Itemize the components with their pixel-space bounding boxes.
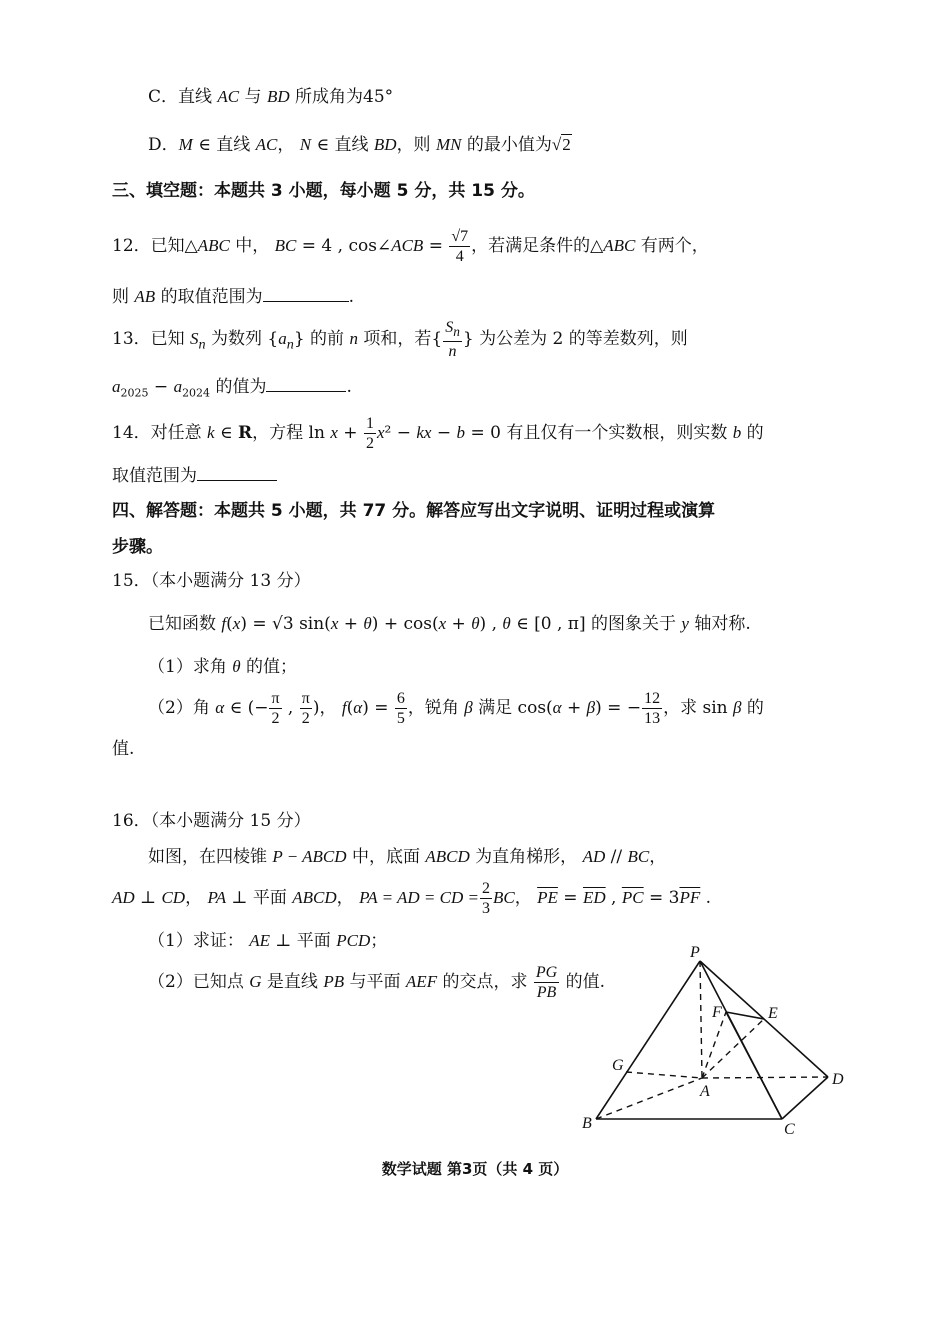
text: + — [561, 698, 587, 718]
text: ( — [226, 614, 233, 634]
text: ) = − — [595, 698, 642, 718]
fraction-numerator: 1 — [365, 415, 374, 432]
text: 中， — [229, 236, 275, 256]
fraction-pi-over-2 — [300, 689, 312, 728]
label-a: A — [700, 1083, 710, 1100]
subscript: n — [198, 336, 206, 353]
section-4-heading-line1: 四、解答题：本题共 5 小题，共 77 分。解答应写出文字说明、证明过程或演算 — [112, 501, 716, 521]
question-13-line1 — [112, 316, 688, 362]
text: = 4 , cos∠ — [296, 236, 392, 256]
text: + — [446, 614, 472, 634]
option-d-prefix: D． — [148, 135, 179, 155]
vector-pf: $\overline{PF}$ — [679, 888, 701, 907]
var-g: G — [249, 972, 262, 991]
text: 的最小值为 — [461, 135, 552, 155]
question-12-line1 — [112, 222, 709, 270]
text: 的值. — [560, 972, 606, 992]
question-16-title: 16．（本小题满分 15 分） — [112, 811, 311, 831]
question-16-line2 — [112, 874, 711, 922]
text: 12．已知△ — [112, 236, 198, 256]
vector-ed: $\overline{ED}$ — [582, 888, 606, 907]
var-x: x — [330, 614, 339, 633]
fraction-denominator: PB — [536, 984, 557, 1001]
text: 满足 cos( — [472, 698, 553, 718]
var-n: N — [299, 135, 312, 154]
fraction-12-over-13 — [642, 689, 662, 728]
text: + — [338, 614, 364, 634]
section-3-heading: 三、填空题：本题共 3 小题，每小题 5 分，共 15 分。 — [112, 181, 535, 201]
question-16-line1 — [148, 846, 666, 868]
text: ∈ — [214, 423, 238, 443]
text: （1）求角 — [148, 657, 233, 677]
var-beta: β — [464, 698, 473, 717]
var-theta: θ — [232, 657, 241, 676]
var-ab: AB — [134, 287, 156, 306]
subscript: n — [453, 324, 460, 340]
text: （1）求证： — [148, 931, 250, 951]
fraction-2-over-3 — [480, 879, 492, 918]
var-theta: θ — [502, 614, 511, 633]
var-k: k — [207, 423, 215, 442]
edge-pb — [596, 961, 700, 1119]
fraction-sqrt7-over-4 — [449, 227, 470, 266]
text: − — [431, 423, 457, 443]
var-bc: BC — [492, 888, 515, 907]
var-n: n — [349, 329, 358, 348]
var-beta: β — [586, 698, 596, 717]
section-4-heading-line2: 步骤。 — [112, 537, 163, 557]
fraction-numerator: π — [271, 690, 280, 707]
text: ， — [336, 888, 360, 908]
option-d: D．M ∈ 直线 AC， N ∈ 直线 BD，则 MN 的最小值为√2 — [148, 135, 571, 155]
fraction-denominator: 5 — [396, 710, 405, 727]
equation-pa-ad-cd: PA = AD = CD = — [359, 888, 479, 907]
fraction-6-over-5 — [395, 689, 407, 728]
text: ， — [185, 888, 208, 908]
text: 则 — [112, 287, 135, 307]
text: ， — [514, 888, 538, 908]
label-d: D — [832, 1071, 844, 1088]
var-abc: ABC — [197, 236, 230, 255]
var-m: M — [178, 135, 193, 154]
text: )， — [312, 698, 342, 718]
var-ae: AE — [249, 931, 271, 950]
var-bd: BD — [266, 87, 290, 106]
text: = — [423, 236, 449, 256]
vector-pc: $\overline{PC}$ — [621, 888, 644, 907]
question-14-line2 — [112, 464, 277, 487]
superscript: ² — [384, 423, 392, 443]
text: = 3 — [643, 888, 680, 908]
question-15-part1 — [148, 656, 297, 678]
var-x: x — [330, 423, 338, 442]
fraction-denominator: 3 — [481, 900, 490, 917]
var-x: x — [376, 423, 385, 442]
var-ac: AC — [217, 87, 240, 106]
var-theta: θ — [363, 614, 372, 633]
question-15-part2 — [148, 684, 764, 732]
text: ⊥ — [134, 888, 162, 908]
var-x: x — [232, 614, 241, 633]
label-f: F — [712, 1004, 722, 1021]
edge-ad-hidden — [702, 1077, 828, 1078]
question-15-part2-end: 值. — [112, 739, 135, 759]
text: + — [337, 423, 363, 443]
text: 的取值范围为 — [155, 287, 263, 307]
var-acb: ACB — [391, 236, 424, 255]
var-bc: BC — [274, 236, 297, 255]
text: 项和，若{ — [357, 329, 443, 349]
var-abc: ABC — [603, 236, 636, 255]
var-bd: BD — [373, 135, 397, 154]
var-pb: PB — [323, 972, 345, 991]
text: ，求 sin — [663, 698, 733, 718]
fraction-numerator: 12 — [644, 690, 661, 707]
text: 为直角梯形， — [469, 847, 583, 867]
text: ∈ (− — [224, 698, 269, 718]
label-e: E — [768, 1005, 778, 1022]
text: 已知函数 — [148, 614, 222, 634]
text: ∈ [0 , π] 的图象关于 — [510, 614, 682, 634]
text: = 0 有且仅有一个实数根，则实数 — [465, 423, 733, 443]
answer-blank[interactable] — [263, 285, 349, 302]
fraction-numerator: √7 — [451, 228, 469, 245]
fraction-numerator: 2 — [481, 880, 490, 897]
text: . — [348, 287, 354, 307]
fraction-sn-over-n — [443, 318, 462, 361]
question-14-line1 — [112, 410, 764, 456]
fraction-denominator: 4 — [455, 248, 464, 265]
label-c: C — [784, 1121, 795, 1138]
sqrt-radicand: 2 — [562, 135, 571, 154]
text: . — [346, 377, 352, 397]
option-c-prefix: C．直线 — [148, 87, 218, 107]
text: 取值范围为 — [112, 466, 197, 486]
text: ，方程 ln — [252, 423, 331, 443]
fraction-denominator: 2 — [271, 710, 280, 727]
fraction-one-half — [364, 414, 376, 453]
var-cd: CD — [161, 888, 186, 907]
text: ； — [370, 931, 388, 951]
text: 13．已知 — [112, 329, 191, 349]
text: 轴对称. — [688, 614, 751, 634]
var-ad: AD — [582, 847, 606, 866]
text: ( — [346, 698, 354, 718]
question-13-line2 — [112, 375, 352, 404]
text: （2）角 — [148, 698, 216, 718]
question-16-part2 — [148, 958, 605, 1006]
text: , — [605, 888, 622, 908]
var-b: b — [456, 423, 466, 442]
fraction-denominator: 2 — [301, 710, 310, 727]
edge-ba-hidden — [596, 1078, 702, 1119]
var-b: b — [732, 423, 742, 442]
fraction-numerator: π — [301, 690, 310, 707]
subscript: n — [286, 336, 294, 353]
text: } 的前 — [293, 329, 350, 349]
var-a: a — [278, 329, 287, 348]
label-p: P — [690, 944, 700, 961]
set-r: R — [238, 423, 253, 443]
text: 有两个， — [635, 236, 709, 256]
text: ) , — [479, 614, 503, 634]
text: ， — [649, 847, 667, 867]
text: } 为公差为 2 的等差数列，则 — [462, 329, 688, 349]
var-mn: MN — [435, 135, 462, 154]
label-g: G — [612, 1057, 624, 1074]
text: 的值； — [240, 657, 297, 677]
text: // — [605, 847, 628, 867]
text: = — [557, 888, 583, 908]
text: ⊥ 平面 — [270, 931, 337, 951]
segment-af-hidden — [702, 1012, 726, 1078]
var-f: f — [221, 614, 227, 633]
var-ac: AC — [255, 135, 278, 154]
var-kx: kx — [416, 423, 432, 442]
var-alpha: α — [552, 698, 562, 717]
text: ⊥ 平面 — [226, 888, 293, 908]
var-pcd: PCD — [336, 931, 371, 950]
text: 的交点，求 — [437, 972, 533, 992]
segment-ae-hidden — [702, 1019, 764, 1078]
segment-ga-hidden — [626, 1072, 702, 1078]
text: ，锐角 — [407, 698, 465, 718]
pyramid-figure — [560, 930, 860, 1140]
text: 中，底面 — [346, 847, 426, 867]
text: ) = — [362, 698, 394, 718]
var-abcd: ABCD — [425, 847, 470, 866]
fraction-numerator: PG — [535, 964, 558, 981]
text: 的值为 — [210, 377, 267, 397]
subscript: 2025 — [120, 386, 149, 400]
question-16-part1 — [148, 930, 387, 952]
var-aef: AEF — [405, 972, 438, 991]
fraction-pg-over-pb — [534, 963, 559, 1002]
fraction-numerator: S — [445, 318, 454, 336]
question-15-title: 15．（本小题满分 13 分） — [112, 571, 311, 591]
text: 的 — [741, 423, 764, 443]
text: ，则 — [396, 135, 436, 155]
text: , — [282, 698, 299, 718]
text: ) + cos( — [371, 614, 439, 634]
text: 如图，在四棱锥 — [148, 847, 273, 867]
text: 是直线 — [261, 972, 324, 992]
var-s: S — [190, 329, 199, 348]
fraction-denominator: 2 — [365, 435, 374, 452]
var-bc: BC — [627, 847, 650, 866]
var-x: x — [438, 614, 447, 633]
subscript: 2024 — [182, 386, 211, 400]
var-ad: AD — [112, 888, 135, 907]
question-12-line2 — [112, 285, 354, 308]
vector-pe: $\overline{PE}$ — [537, 888, 558, 907]
var-pa: PA — [207, 888, 227, 907]
text: ∈ 直线 — [311, 135, 374, 155]
var-beta: β — [733, 698, 742, 717]
var-alpha: α — [353, 698, 363, 717]
text: ) = √3 sin( — [240, 614, 331, 634]
text: − — [148, 377, 174, 397]
text: 与平面 — [344, 972, 406, 992]
text: ∈ 直线 — [192, 135, 256, 155]
text: 与 — [239, 87, 267, 107]
fraction-pi-over-2 — [269, 689, 281, 728]
var-a: a — [112, 377, 121, 396]
var-theta: θ — [471, 614, 480, 633]
fraction-numerator: 6 — [396, 690, 405, 707]
fraction-denominator: 13 — [644, 710, 661, 727]
answer-blank[interactable] — [197, 464, 277, 481]
answer-blank[interactable] — [266, 375, 346, 392]
text: 所成角为45° — [289, 87, 394, 107]
edge-pa-hidden — [700, 961, 702, 1078]
option-c — [148, 86, 393, 108]
page-footer: 数学试题 第3页（共 4 页） — [381, 1160, 569, 1178]
text: 为数列 { — [205, 329, 279, 349]
text: ， — [277, 135, 300, 155]
var-pabcd: P − ABCD — [272, 847, 347, 866]
text: （2）已知点 — [148, 972, 250, 992]
text: − — [391, 423, 417, 443]
var-y: y — [681, 614, 689, 633]
text: 14．对任意 — [112, 423, 208, 443]
edge-cd — [782, 1077, 828, 1119]
var-f: f — [341, 698, 347, 717]
label-b: B — [582, 1115, 592, 1132]
text: . — [700, 888, 712, 908]
var-abcd: ABCD — [292, 888, 337, 907]
text: 的 — [741, 698, 764, 718]
question-15-statement — [148, 613, 751, 635]
text: ，若满足条件的△ — [471, 236, 604, 256]
fraction-denominator: n — [448, 343, 457, 361]
var-alpha: α — [215, 698, 225, 717]
var-a: a — [173, 377, 183, 396]
